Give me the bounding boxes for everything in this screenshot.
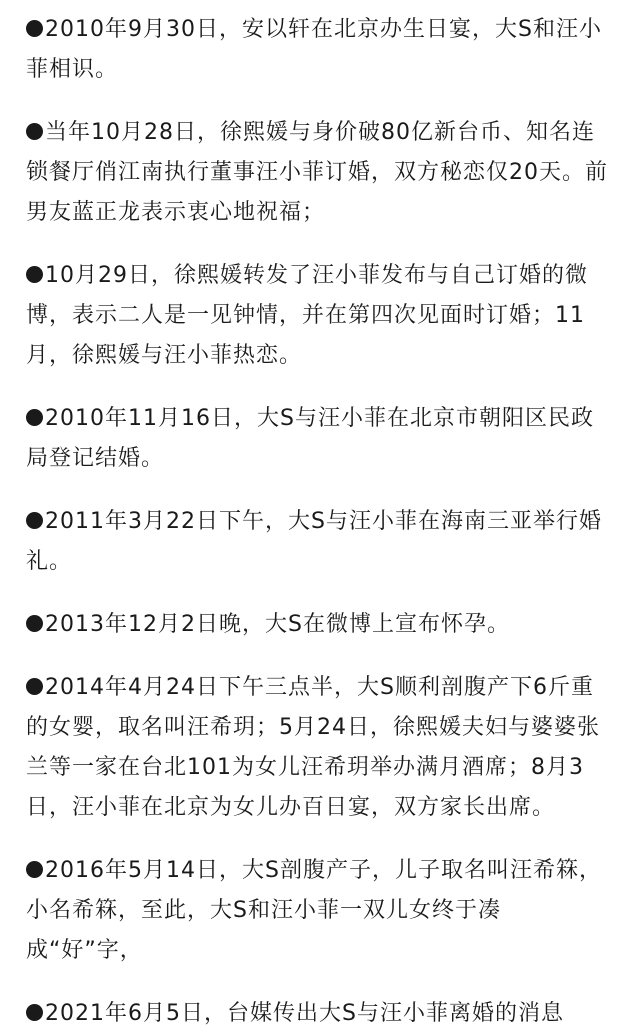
timeline-entry — [26, 502, 616, 582]
entry-text: 2010年11月16日，大S与汪小菲在北京市朝阳区民政局登记结婚。 — [26, 406, 594, 471]
bullet-icon — [26, 409, 43, 426]
timeline-entry — [26, 113, 616, 233]
bullet-icon — [26, 512, 43, 529]
timeline-entry — [26, 851, 616, 971]
bullet-icon — [26, 1004, 43, 1021]
bullet-icon — [26, 123, 43, 140]
timeline-entry — [26, 10, 616, 90]
entry-text: 2014年4月24日下午三点半，大S顺利剖腹产下6斤重的女婴，取名叫汪希玥；5月24日，徐熙媛夫妇与婆婆张兰等一家在台北101为女儿汪希玥举办满月酒席；8月3日，汪小菲在北京为女儿办百日宴，双方家长出席。 — [26, 675, 600, 820]
timeline-entry — [26, 256, 616, 376]
entry-text: 2011年3月22日下午，大S与汪小菲在海南三亚举行婚礼。 — [26, 509, 602, 574]
entry-text: 2016年5月14日，大S剖腹产子，儿子取名叫汪希箖，小名希箖，至此，大S和汪小菲一双儿女终于凑成“好”字， — [26, 858, 602, 963]
bullet-icon — [26, 861, 43, 878]
entry-text: 2021年6月5日，台媒传出大S与汪小菲离婚的消息 — [45, 1001, 564, 1026]
timeline-entry — [26, 994, 616, 1034]
timeline-entry — [26, 605, 616, 645]
bullet-icon — [26, 615, 43, 632]
bullet-icon — [26, 678, 43, 695]
timeline-entry — [26, 399, 616, 479]
entry-text: 当年10月28日，徐熙媛与身价破80亿新台币、知名连锁餐厅俏江南执行董事汪小菲订婚，双方秘恋仅20天。前男友蓝正龙表示衷心地祝福； — [26, 120, 608, 225]
timeline-entry — [26, 668, 616, 828]
entry-text: 2013年12月2日晚，大S在微博上宣布怀孕。 — [45, 612, 510, 637]
bullet-icon — [26, 266, 43, 283]
entry-text: 10月29日，徐熙媛转发了汪小菲发布与自己订婚的微博，表示二人是一见钟情，并在第四次见面时订婚；11月，徐熙媛与汪小菲热恋。 — [26, 263, 588, 368]
bullet-icon — [26, 20, 43, 37]
entry-text: 2010年9月30日，安以轩在北京办生日宴，大S和汪小菲相识。 — [26, 17, 602, 82]
